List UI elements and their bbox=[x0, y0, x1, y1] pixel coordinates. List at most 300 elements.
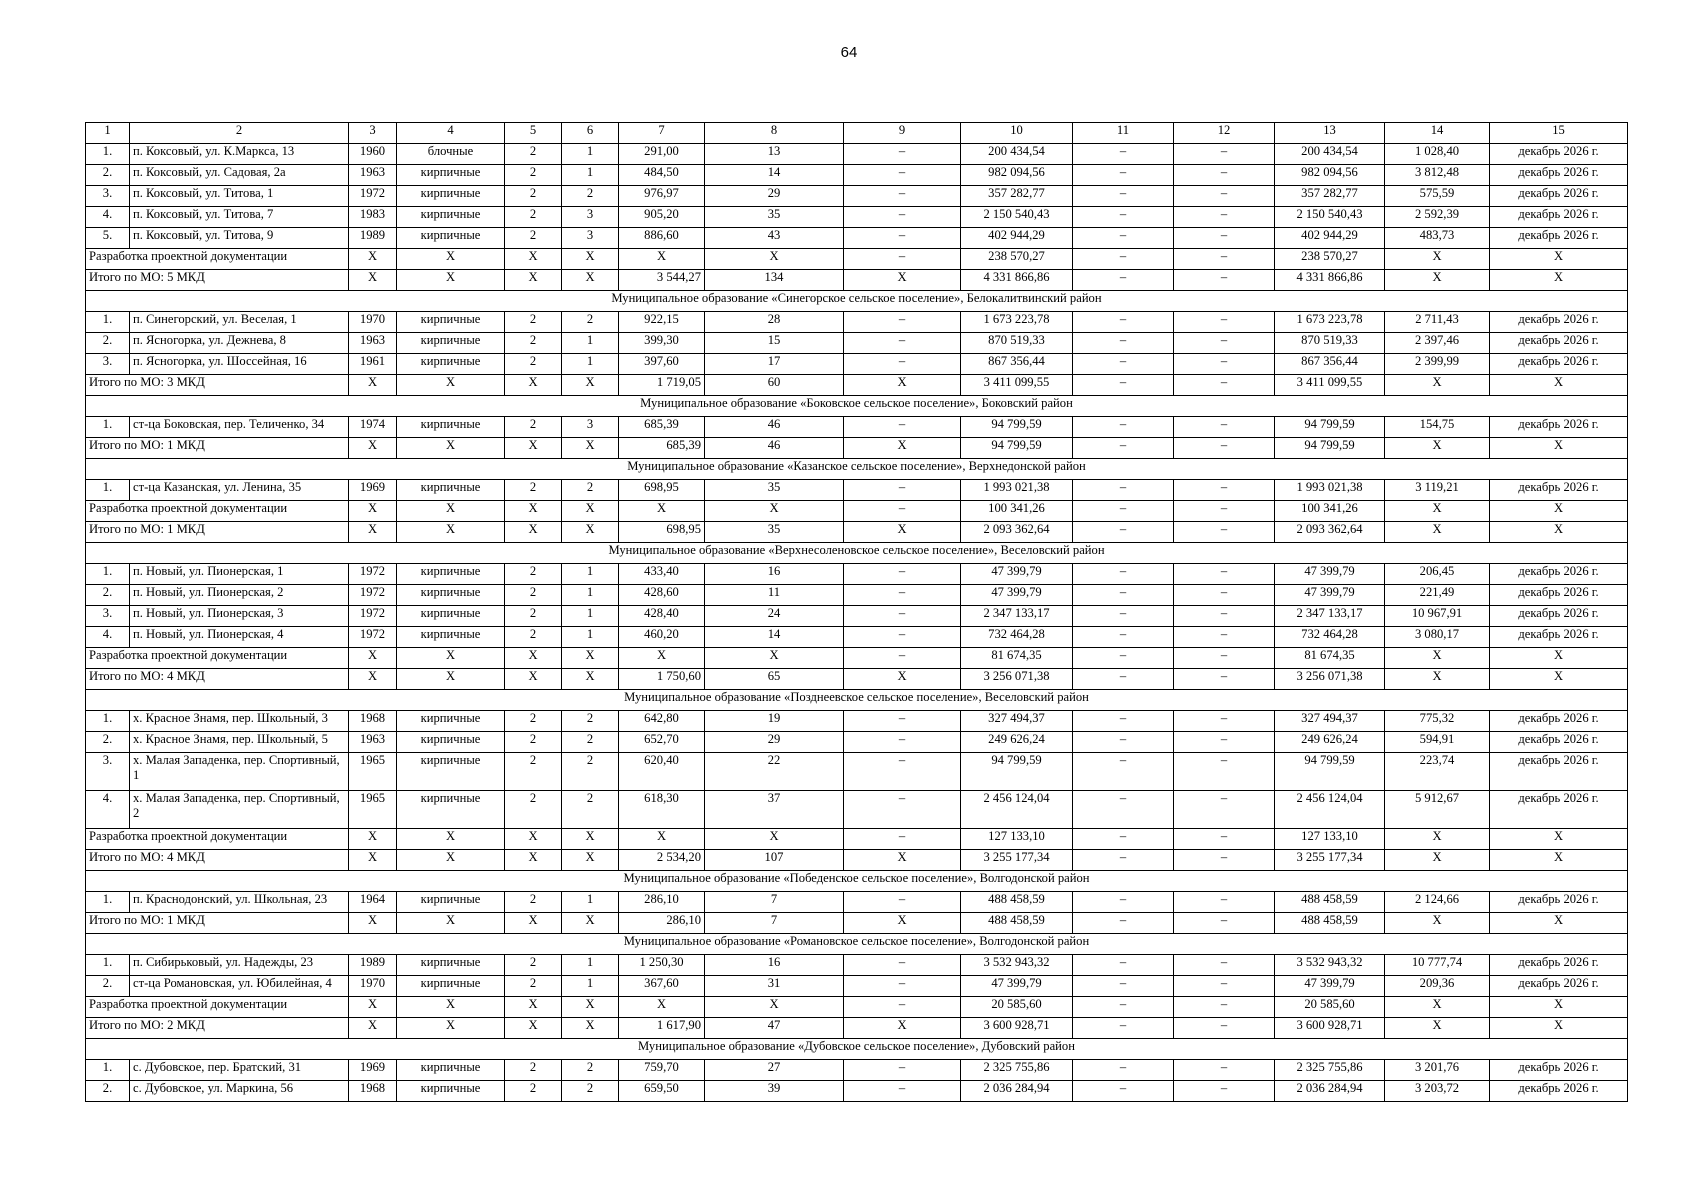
table-cell: – bbox=[1073, 648, 1174, 669]
table-cell: 1965 bbox=[349, 753, 397, 791]
address-cell: п. Новый, ул. Пионерская, 3 bbox=[130, 606, 349, 627]
table-cell: 24 bbox=[705, 606, 844, 627]
table-cell: X bbox=[562, 375, 619, 396]
table-cell: 2 592,39 bbox=[1385, 207, 1490, 228]
table-cell: X bbox=[619, 829, 705, 850]
table-cell: 759,70 bbox=[619, 1060, 705, 1081]
table-cell: X bbox=[1490, 669, 1628, 690]
table-cell: X bbox=[1385, 438, 1490, 459]
column-number-cell: 12 bbox=[1174, 123, 1275, 144]
table-cell: 43 bbox=[705, 228, 844, 249]
total-row bbox=[86, 522, 1628, 543]
municipality-section-row bbox=[86, 291, 1628, 312]
total-label: Итого по МО: 1 МКД bbox=[86, 913, 349, 934]
address-cell: п. Ясногорка, ул. Дежнева, 8 bbox=[130, 333, 349, 354]
table-cell: – bbox=[1174, 850, 1275, 871]
table-cell: декабрь 2026 г. bbox=[1490, 892, 1628, 913]
total-row bbox=[86, 913, 1628, 934]
table-cell: – bbox=[1073, 627, 1174, 648]
table-cell: X bbox=[1490, 829, 1628, 850]
table-cell: 685,39 bbox=[619, 417, 705, 438]
table-cell: X bbox=[397, 829, 505, 850]
table-cell: 1 bbox=[562, 165, 619, 186]
table-cell: 2 093 362,64 bbox=[961, 522, 1073, 543]
column-number-cell: 14 bbox=[1385, 123, 1490, 144]
table-cell: 460,20 bbox=[619, 627, 705, 648]
table-cell: X bbox=[1490, 1018, 1628, 1039]
municipality-title: Муниципальное образование «Боковское сельское поселение», Боковский район bbox=[86, 396, 1628, 417]
table-cell: 20 585,60 bbox=[961, 997, 1073, 1018]
table-cell: 238 570,27 bbox=[1275, 249, 1385, 270]
table-cell: X bbox=[397, 669, 505, 690]
address-cell: п. Коксовый, ул. Титова, 9 bbox=[130, 228, 349, 249]
table-cell: – bbox=[1073, 144, 1174, 165]
table-cell: 357 282,77 bbox=[961, 186, 1073, 207]
table-cell: 35 bbox=[705, 522, 844, 543]
design-docs-label: Разработка проектной документации bbox=[86, 997, 349, 1018]
table-cell: декабрь 2026 г. bbox=[1490, 711, 1628, 732]
table-cell: декабрь 2026 г. bbox=[1490, 627, 1628, 648]
table-cell: 2 150 540,43 bbox=[961, 207, 1073, 228]
table-cell: 1970 bbox=[349, 976, 397, 997]
table-cell: – bbox=[844, 417, 961, 438]
table-cell: X bbox=[1385, 913, 1490, 934]
design-docs-label: Разработка проектной документации bbox=[86, 648, 349, 669]
table-cell: 249 626,24 bbox=[1275, 732, 1385, 753]
column-number-cell: 2 bbox=[130, 123, 349, 144]
table-cell: X bbox=[562, 501, 619, 522]
table-cell: 2. bbox=[86, 585, 130, 606]
building-row bbox=[86, 312, 1628, 333]
table-cell: X bbox=[397, 850, 505, 871]
column-number-cell: 1 bbox=[86, 123, 130, 144]
table-cell: 2 bbox=[505, 333, 562, 354]
table-cell: 399,30 bbox=[619, 333, 705, 354]
table-cell: – bbox=[1174, 333, 1275, 354]
table-cell: X bbox=[562, 438, 619, 459]
table-cell: X bbox=[1490, 913, 1628, 934]
table-cell: 2 150 540,43 bbox=[1275, 207, 1385, 228]
table-cell: – bbox=[1073, 186, 1174, 207]
table-cell: – bbox=[844, 501, 961, 522]
municipality-section-row bbox=[86, 396, 1628, 417]
building-row bbox=[86, 892, 1628, 913]
table-cell: 2 bbox=[562, 711, 619, 732]
table-cell: – bbox=[1174, 976, 1275, 997]
table-cell: 1989 bbox=[349, 955, 397, 976]
table-cell: кирпичные bbox=[397, 228, 505, 249]
table-cell: 2 bbox=[562, 312, 619, 333]
table-cell: 10 967,91 bbox=[1385, 606, 1490, 627]
design-docs-label: Разработка проектной документации bbox=[86, 249, 349, 270]
municipality-title: Муниципальное образование «Романовское сельское поселение», Волгодонской район bbox=[86, 934, 1628, 955]
table-cell: 1972 bbox=[349, 627, 397, 648]
table-cell: 397,60 bbox=[619, 354, 705, 375]
table-cell: 1 bbox=[562, 955, 619, 976]
municipality-section-row bbox=[86, 543, 1628, 564]
table-cell: кирпичные bbox=[397, 627, 505, 648]
table-cell: 2 397,46 bbox=[1385, 333, 1490, 354]
table-cell: 433,40 bbox=[619, 564, 705, 585]
table-cell: 2 bbox=[505, 165, 562, 186]
table-cell: 10 777,74 bbox=[1385, 955, 1490, 976]
table-cell: 2. bbox=[86, 976, 130, 997]
municipality-title: Муниципальное образование «Дубовское сельское поселение», Дубовский район bbox=[86, 1039, 1628, 1060]
table-cell: 47 399,79 bbox=[1275, 564, 1385, 585]
design-docs-label: Разработка проектной документации bbox=[86, 829, 349, 850]
table-cell: 2 124,66 bbox=[1385, 892, 1490, 913]
table-cell: декабрь 2026 г. bbox=[1490, 165, 1628, 186]
table-cell: 1 bbox=[562, 627, 619, 648]
table-cell: X bbox=[349, 270, 397, 291]
table-cell: 5. bbox=[86, 228, 130, 249]
table-cell: X bbox=[1385, 850, 1490, 871]
table-cell: X bbox=[505, 648, 562, 669]
table-cell: X bbox=[349, 913, 397, 934]
table-cell: кирпичные bbox=[397, 564, 505, 585]
address-cell: х. Красное Знамя, пер. Школьный, 3 bbox=[130, 711, 349, 732]
table-cell: 47 399,79 bbox=[961, 585, 1073, 606]
table-cell: X bbox=[1490, 375, 1628, 396]
table-cell: декабрь 2026 г. bbox=[1490, 753, 1628, 791]
table-cell: – bbox=[844, 1060, 961, 1081]
table-cell: X bbox=[562, 522, 619, 543]
table-cell: 200 434,54 bbox=[961, 144, 1073, 165]
table-cell: X bbox=[562, 829, 619, 850]
building-row bbox=[86, 354, 1628, 375]
table-cell: 15 bbox=[705, 333, 844, 354]
address-cell: п. Коксовый, ул. Титова, 1 bbox=[130, 186, 349, 207]
table-cell: 5 912,67 bbox=[1385, 791, 1490, 829]
table-cell: X bbox=[705, 997, 844, 1018]
table-cell: – bbox=[844, 829, 961, 850]
building-row bbox=[86, 186, 1628, 207]
table-cell: – bbox=[844, 627, 961, 648]
table-cell: 291,00 bbox=[619, 144, 705, 165]
table-cell: кирпичные bbox=[397, 186, 505, 207]
address-cell: п. Сибирьковый, ул. Надежды, 23 bbox=[130, 955, 349, 976]
table-cell: 60 bbox=[705, 375, 844, 396]
table-cell: 2 bbox=[505, 627, 562, 648]
table-cell: 976,97 bbox=[619, 186, 705, 207]
table-cell: X bbox=[705, 829, 844, 850]
building-row bbox=[86, 732, 1628, 753]
table-cell: 3 600 928,71 bbox=[1275, 1018, 1385, 1039]
table-cell: 11 bbox=[705, 585, 844, 606]
table-cell: 698,95 bbox=[619, 480, 705, 501]
table-cell: кирпичные bbox=[397, 976, 505, 997]
table-cell: X bbox=[844, 1018, 961, 1039]
table-cell: 1 bbox=[562, 144, 619, 165]
table-cell: – bbox=[1073, 669, 1174, 690]
table-cell: X bbox=[1385, 648, 1490, 669]
table-cell: 31 bbox=[705, 976, 844, 997]
table-cell: декабрь 2026 г. bbox=[1490, 333, 1628, 354]
table-cell: 2 bbox=[562, 186, 619, 207]
table-cell: 3 201,76 bbox=[1385, 1060, 1490, 1081]
table-cell: 1963 bbox=[349, 165, 397, 186]
building-row bbox=[86, 333, 1628, 354]
table-cell: 46 bbox=[705, 438, 844, 459]
table-cell: – bbox=[1073, 1018, 1174, 1039]
table-cell: 4. bbox=[86, 627, 130, 648]
table-cell: X bbox=[397, 501, 505, 522]
table-cell: 2 bbox=[505, 791, 562, 829]
municipality-title: Муниципальное образование «Победенское сельское поселение», Волгодонской район bbox=[86, 871, 1628, 892]
table-cell: 127 133,10 bbox=[1275, 829, 1385, 850]
table-cell: 1 673 223,78 bbox=[1275, 312, 1385, 333]
table-cell: декабрь 2026 г. bbox=[1490, 312, 1628, 333]
address-cell: п. Коксовый, ул. К.Маркса, 13 bbox=[130, 144, 349, 165]
table-cell: 3 532 943,32 bbox=[1275, 955, 1385, 976]
total-row bbox=[86, 270, 1628, 291]
table-cell: 618,30 bbox=[619, 791, 705, 829]
column-number-cell: 5 bbox=[505, 123, 562, 144]
table-cell: X bbox=[397, 375, 505, 396]
table-cell: 488 458,59 bbox=[961, 892, 1073, 913]
table-cell: – bbox=[1073, 732, 1174, 753]
table-cell: 13 bbox=[705, 144, 844, 165]
table-cell: – bbox=[1174, 564, 1275, 585]
table-cell: – bbox=[1174, 144, 1275, 165]
table-cell: 16 bbox=[705, 955, 844, 976]
table-cell: – bbox=[1073, 1060, 1174, 1081]
table-cell: кирпичные bbox=[397, 585, 505, 606]
table-cell: кирпичные bbox=[397, 711, 505, 732]
table-cell: 3 544,27 bbox=[619, 270, 705, 291]
column-number-cell: 8 bbox=[705, 123, 844, 144]
table-cell: 428,40 bbox=[619, 606, 705, 627]
table-cell: X bbox=[505, 850, 562, 871]
table-cell: 1 bbox=[562, 976, 619, 997]
table-cell: X bbox=[1385, 501, 1490, 522]
municipality-title: Муниципальное образование «Синегорское сельское поселение», Белокалитвинский район bbox=[86, 291, 1628, 312]
table-cell: 94 799,59 bbox=[1275, 417, 1385, 438]
table-cell: 94 799,59 bbox=[1275, 753, 1385, 791]
table-cell: – bbox=[1174, 648, 1275, 669]
table-cell: X bbox=[505, 913, 562, 934]
table-cell: X bbox=[349, 438, 397, 459]
table-cell: декабрь 2026 г. bbox=[1490, 564, 1628, 585]
table-cell: X bbox=[1490, 522, 1628, 543]
table-cell: декабрь 2026 г. bbox=[1490, 480, 1628, 501]
table-cell: 1969 bbox=[349, 480, 397, 501]
table-cell: – bbox=[1174, 1081, 1275, 1102]
total-label: Итого по МО: 4 МКД bbox=[86, 669, 349, 690]
table-cell: X bbox=[397, 1018, 505, 1039]
table-cell: X bbox=[349, 1018, 397, 1039]
table-cell: – bbox=[1073, 976, 1174, 997]
table-cell: 2 bbox=[505, 312, 562, 333]
table-cell: – bbox=[1073, 997, 1174, 1018]
table-cell: 2 bbox=[505, 417, 562, 438]
table-cell: кирпичные bbox=[397, 417, 505, 438]
table-cell: X bbox=[562, 669, 619, 690]
table-cell: 2 036 284,94 bbox=[1275, 1081, 1385, 1102]
table-cell: 27 bbox=[705, 1060, 844, 1081]
table-cell: – bbox=[1174, 228, 1275, 249]
building-row bbox=[86, 753, 1628, 791]
table-cell: X bbox=[505, 270, 562, 291]
table-cell: X bbox=[1385, 270, 1490, 291]
table-cell: кирпичные bbox=[397, 207, 505, 228]
address-cell: п. Коксовый, ул. Садовая, 2а bbox=[130, 165, 349, 186]
table-cell: – bbox=[1174, 711, 1275, 732]
table-cell: 1 617,90 bbox=[619, 1018, 705, 1039]
address-cell: х. Малая Западенка, пер. Спортивный, 2 bbox=[130, 791, 349, 829]
table-cell: X bbox=[562, 850, 619, 871]
table-cell: 870 519,33 bbox=[961, 333, 1073, 354]
table-cell: 2 bbox=[505, 711, 562, 732]
table-cell: 3 119,21 bbox=[1385, 480, 1490, 501]
table-cell: 94 799,59 bbox=[961, 417, 1073, 438]
table-cell: X bbox=[844, 850, 961, 871]
table-cell: 488 458,59 bbox=[961, 913, 1073, 934]
table-cell: декабрь 2026 г. bbox=[1490, 186, 1628, 207]
table-cell: – bbox=[1174, 732, 1275, 753]
table-cell: – bbox=[844, 648, 961, 669]
table-cell: 698,95 bbox=[619, 522, 705, 543]
table-cell: X bbox=[1490, 249, 1628, 270]
table-cell: 575,59 bbox=[1385, 186, 1490, 207]
table-cell: 1 bbox=[562, 564, 619, 585]
table-cell: X bbox=[1385, 249, 1490, 270]
address-cell: с. Дубовское, ул. Маркина, 56 bbox=[130, 1081, 349, 1102]
table-cell: 7 bbox=[705, 892, 844, 913]
column-number-cell: 4 bbox=[397, 123, 505, 144]
table-cell: 1968 bbox=[349, 1081, 397, 1102]
table-cell: 3 203,72 bbox=[1385, 1081, 1490, 1102]
total-label: Итого по МО: 1 МКД bbox=[86, 438, 349, 459]
table-cell: – bbox=[1174, 186, 1275, 207]
table-cell: 402 944,29 bbox=[1275, 228, 1385, 249]
municipality-section-row bbox=[86, 1039, 1628, 1060]
table-cell: 2 bbox=[505, 186, 562, 207]
table-cell: декабрь 2026 г. bbox=[1490, 144, 1628, 165]
table-cell: декабрь 2026 г. bbox=[1490, 1060, 1628, 1081]
table-cell: декабрь 2026 г. bbox=[1490, 417, 1628, 438]
table-cell: – bbox=[844, 564, 961, 585]
housing-register-table bbox=[85, 122, 1628, 1102]
table-cell: 1 bbox=[562, 892, 619, 913]
table-cell: 2. bbox=[86, 1081, 130, 1102]
table-cell: 620,40 bbox=[619, 753, 705, 791]
table-cell: X bbox=[349, 997, 397, 1018]
table-cell: 127 133,10 bbox=[961, 829, 1073, 850]
table-cell: 1963 bbox=[349, 333, 397, 354]
table-cell: X bbox=[1490, 997, 1628, 1018]
table-cell: – bbox=[1174, 1060, 1275, 1081]
table-cell: 2 bbox=[562, 480, 619, 501]
table-cell: 206,45 bbox=[1385, 564, 1490, 585]
table-cell: 107 bbox=[705, 850, 844, 871]
table-cell: 3 255 177,34 bbox=[961, 850, 1073, 871]
municipality-section-row bbox=[86, 934, 1628, 955]
table-cell: 1972 bbox=[349, 606, 397, 627]
table-cell: – bbox=[844, 976, 961, 997]
table-cell: – bbox=[1073, 354, 1174, 375]
table-cell: 2 456 124,04 bbox=[961, 791, 1073, 829]
table-cell: 2 093 362,64 bbox=[1275, 522, 1385, 543]
table-cell: X bbox=[844, 522, 961, 543]
table-cell: 2 711,43 bbox=[1385, 312, 1490, 333]
table-cell: X bbox=[619, 997, 705, 1018]
table-cell: – bbox=[1174, 249, 1275, 270]
table-cell: X bbox=[505, 249, 562, 270]
table-cell: X bbox=[705, 249, 844, 270]
table-cell: – bbox=[1174, 829, 1275, 850]
table-cell: 1970 bbox=[349, 312, 397, 333]
table-cell: X bbox=[505, 669, 562, 690]
table-cell: декабрь 2026 г. bbox=[1490, 354, 1628, 375]
table-cell: 2 bbox=[562, 791, 619, 829]
table-cell: – bbox=[844, 1081, 961, 1102]
table-cell: X bbox=[562, 913, 619, 934]
address-cell: п. Ясногорка, ул. Шоссейная, 16 bbox=[130, 354, 349, 375]
table-cell: X bbox=[349, 249, 397, 270]
table-cell: 3. bbox=[86, 186, 130, 207]
table-cell: X bbox=[397, 997, 505, 1018]
table-cell: – bbox=[1174, 627, 1275, 648]
address-cell: п. Краснодонский, ул. Школьная, 23 bbox=[130, 892, 349, 913]
table-cell: – bbox=[844, 207, 961, 228]
table-cell: – bbox=[1174, 522, 1275, 543]
table-cell: – bbox=[1174, 997, 1275, 1018]
table-cell: 37 bbox=[705, 791, 844, 829]
table-cell: X bbox=[562, 270, 619, 291]
address-cell: ст-ца Романовская, ул. Юбилейная, 4 bbox=[130, 976, 349, 997]
table-cell: X bbox=[505, 522, 562, 543]
table-cell: кирпичные bbox=[397, 732, 505, 753]
table-cell: – bbox=[1174, 312, 1275, 333]
table-cell: – bbox=[844, 955, 961, 976]
table-cell: 2 bbox=[505, 207, 562, 228]
table-cell: кирпичные bbox=[397, 955, 505, 976]
table-cell: – bbox=[1073, 480, 1174, 501]
table-cell: декабрь 2026 г. bbox=[1490, 732, 1628, 753]
table-cell: декабрь 2026 г. bbox=[1490, 228, 1628, 249]
table-cell: – bbox=[1174, 207, 1275, 228]
building-row bbox=[86, 976, 1628, 997]
table-cell: – bbox=[844, 333, 961, 354]
table-cell: – bbox=[1174, 606, 1275, 627]
table-cell: кирпичные bbox=[397, 892, 505, 913]
table-cell: – bbox=[1073, 1081, 1174, 1102]
table-cell: – bbox=[844, 732, 961, 753]
table-cell: 1. bbox=[86, 480, 130, 501]
table-cell: – bbox=[844, 249, 961, 270]
table-cell: X bbox=[349, 850, 397, 871]
table-cell: 22 bbox=[705, 753, 844, 791]
table-cell: X bbox=[1385, 522, 1490, 543]
table-cell: 134 bbox=[705, 270, 844, 291]
table-cell: X bbox=[349, 501, 397, 522]
table-cell: 3 812,48 bbox=[1385, 165, 1490, 186]
table-cell: кирпичные bbox=[397, 753, 505, 791]
table-cell: 2 347 133,17 bbox=[1275, 606, 1385, 627]
table-cell: – bbox=[844, 144, 961, 165]
table-cell: 29 bbox=[705, 186, 844, 207]
table-cell: – bbox=[844, 585, 961, 606]
table-cell: X bbox=[1490, 501, 1628, 522]
total-label: Итого по МО: 5 МКД bbox=[86, 270, 349, 291]
address-cell: п. Новый, ул. Пионерская, 4 bbox=[130, 627, 349, 648]
design-docs-row bbox=[86, 501, 1628, 522]
table-cell: 1. bbox=[86, 417, 130, 438]
table-cell: кирпичные bbox=[397, 606, 505, 627]
building-row bbox=[86, 417, 1628, 438]
table-cell: 29 bbox=[705, 732, 844, 753]
